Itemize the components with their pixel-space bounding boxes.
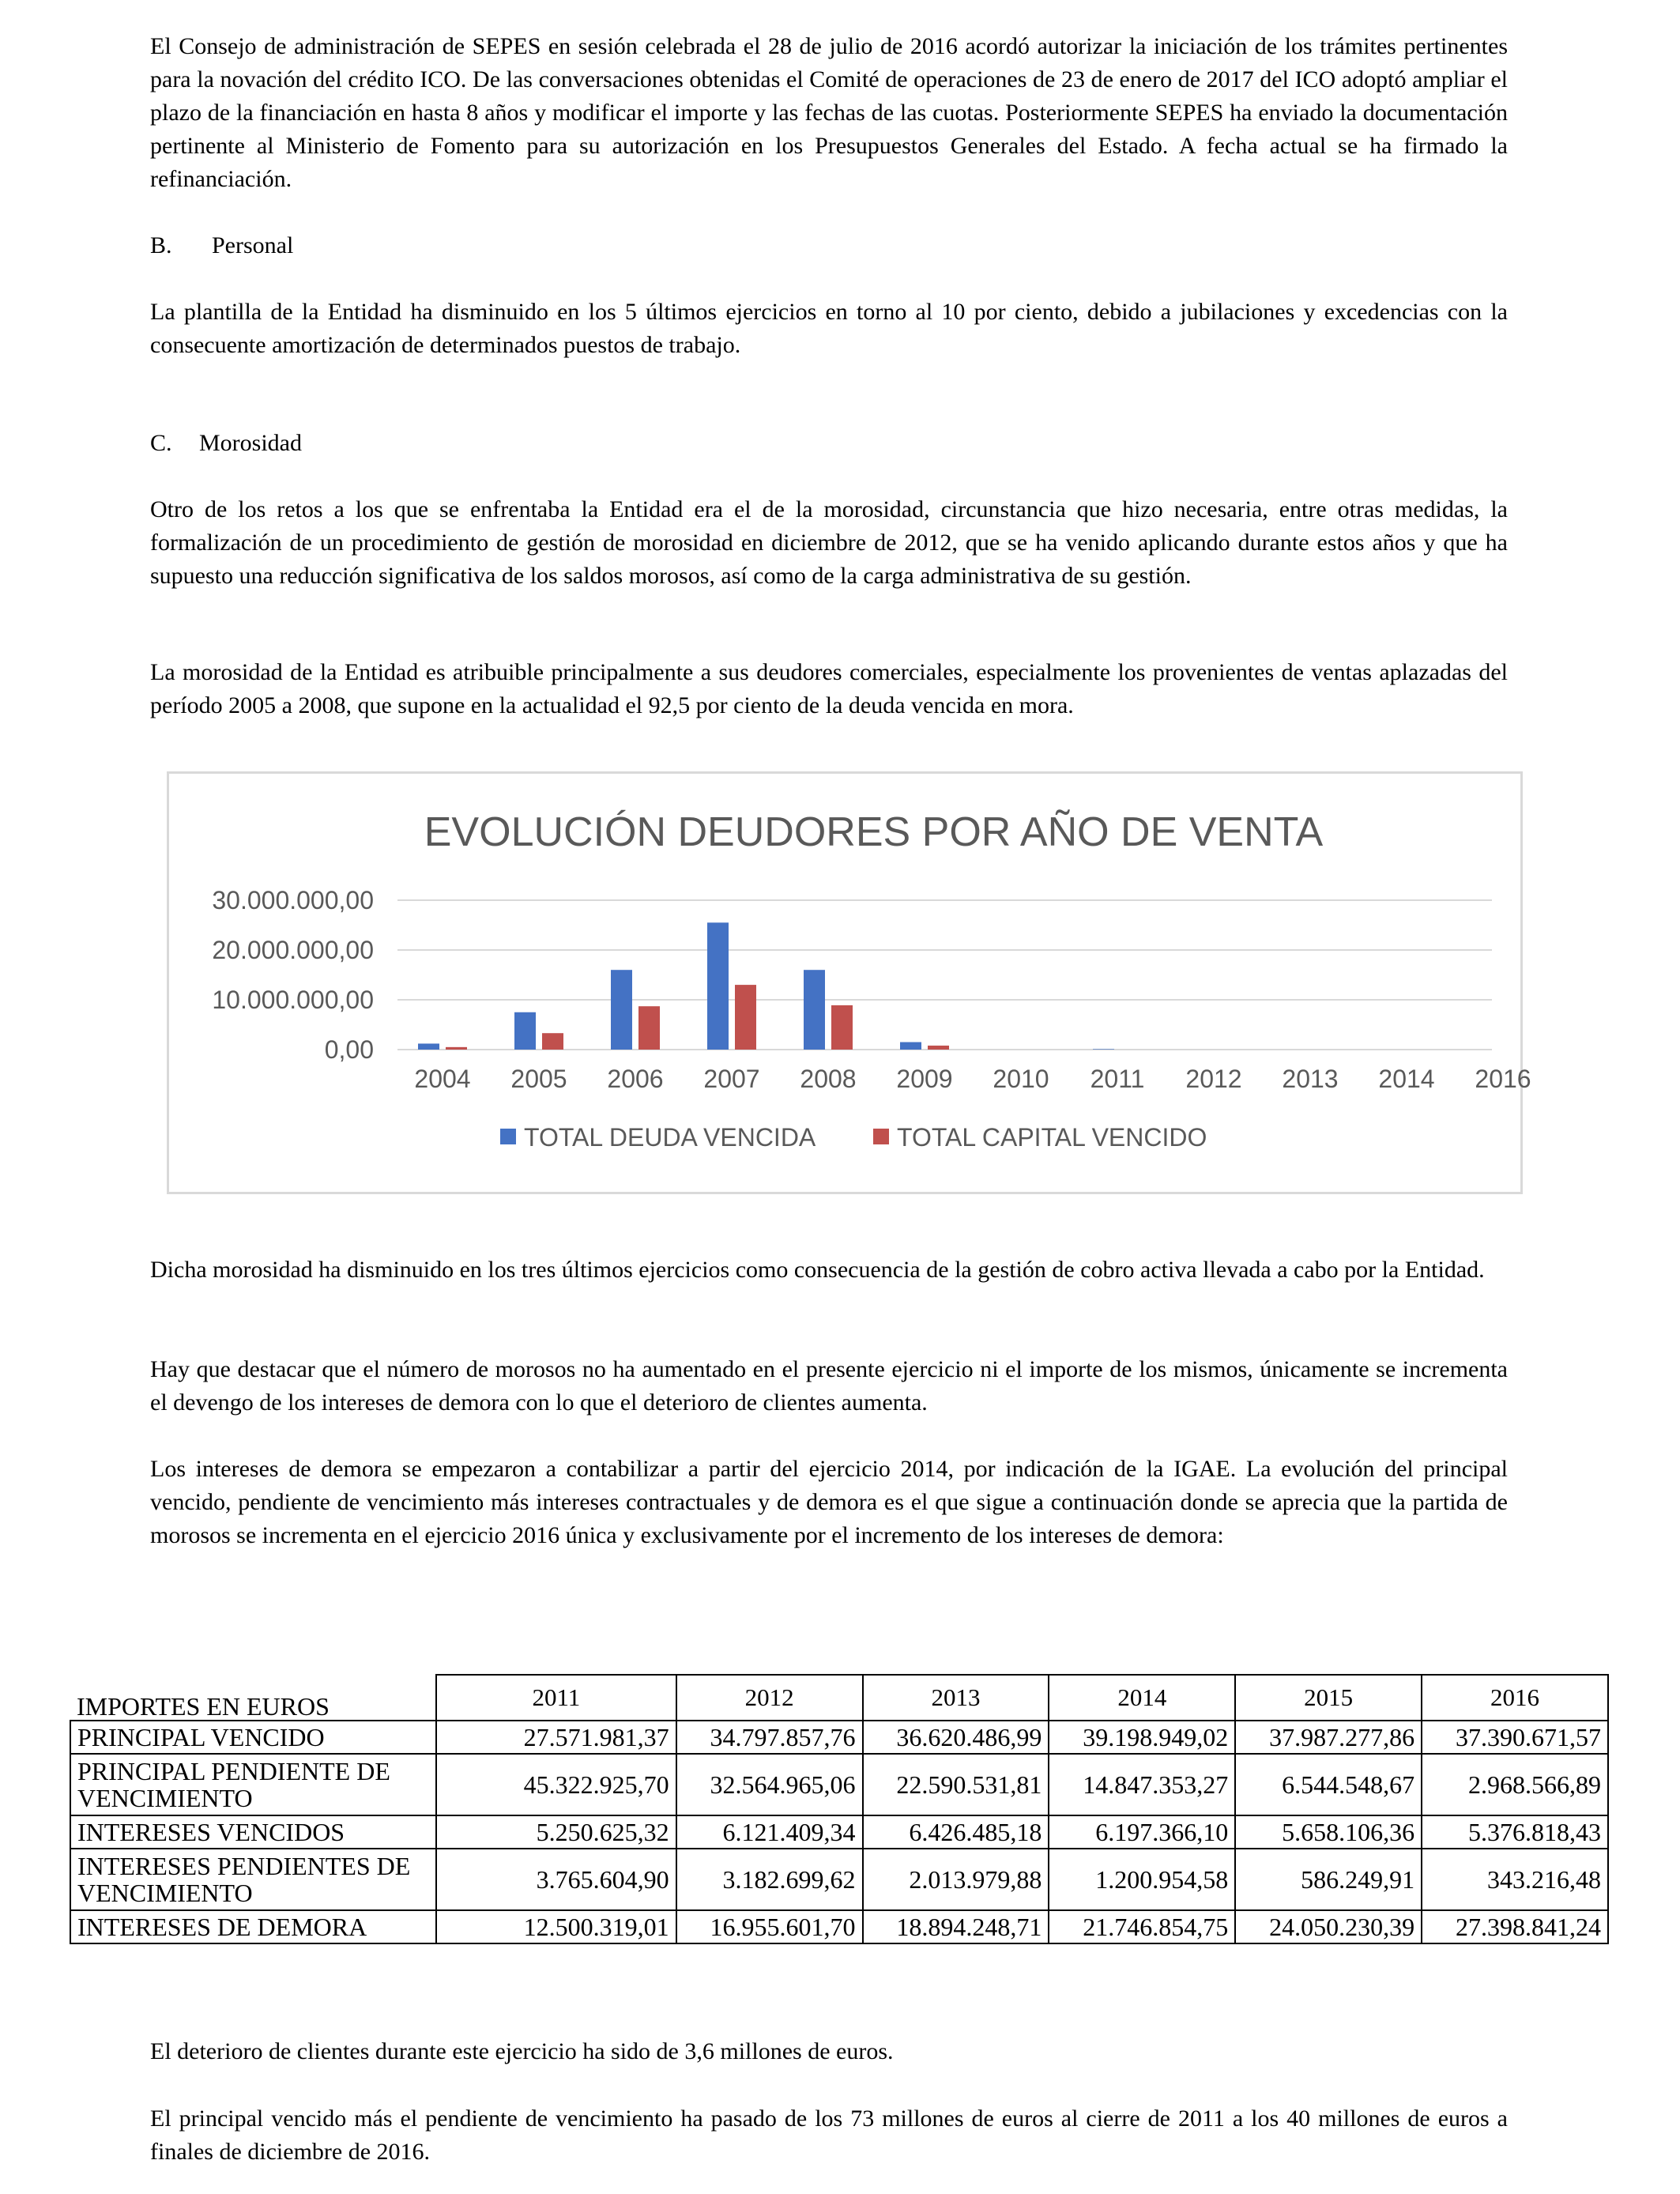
- table-cell: 36.620.486,99: [863, 1721, 1049, 1754]
- table-year-header: 2015: [1235, 1675, 1422, 1721]
- table-row-label: INTERESES DE DEMORA: [70, 1910, 436, 1943]
- chart-title: EVOLUCIÓN DEUDORES POR AÑO DE VENTA: [424, 809, 1324, 855]
- y-tick-label: 20.000.000,00: [212, 936, 374, 964]
- table-corner-label: IMPORTES EN EUROS: [77, 1692, 330, 1721]
- bar-deuda-vencida: [804, 970, 825, 1050]
- table-cell: 45.322.925,70: [436, 1754, 676, 1815]
- table-row: [70, 1754, 1608, 1815]
- x-tick-label: 2006: [607, 1065, 664, 1093]
- legend-swatch: [500, 1129, 516, 1144]
- paragraph-morosidad-origin: La morosidad de la Entidad es atribuible principalmente a sus deudores comerciales, especialmente los provenientes de ventas aplazadas del período 2005 a 2008, que supone en la actualidad el 92,5 por ciento de la deuda vencida en mora.: [150, 659, 1508, 718]
- table-cell: 39.198.949,02: [1049, 1721, 1235, 1754]
- table-header-row: [70, 1675, 1608, 1721]
- chart-container: [167, 771, 1531, 1194]
- table-cell: 6.544.548,67: [1235, 1754, 1422, 1815]
- table-row: [70, 1815, 1608, 1849]
- table-year-header: 2011: [436, 1675, 676, 1721]
- paragraph-principal-summary: El principal vencido más el pendiente de vencimiento ha pasado de los 73 millones de euros al cierre de 2011 a los 40 millones de euros a finales de diciembre de 2016.: [150, 2105, 1508, 2165]
- y-tick-label: 30.000.000,00: [212, 886, 374, 914]
- importes-table: [70, 1674, 1609, 1944]
- paragraph-deterioro: El deterioro de clientes durante este ejercicio ha sido de 3,6 millones de euros.: [150, 2038, 894, 2064]
- table-cell: 24.050.230,39: [1235, 1910, 1422, 1943]
- table-cell: 3.765.604,90: [436, 1849, 676, 1910]
- table-cell: 37.390.671,57: [1422, 1721, 1608, 1754]
- x-tick-label: 2007: [703, 1065, 760, 1093]
- bar-deuda-vencida: [418, 1043, 439, 1050]
- table-cell: 16.955.601,70: [676, 1910, 863, 1943]
- x-tick-label: 2014: [1378, 1065, 1435, 1093]
- table-cell: 586.249,91: [1235, 1849, 1422, 1910]
- bar-capital-vencido: [446, 1047, 467, 1050]
- x-tick-label: 2012: [1185, 1065, 1242, 1093]
- table-cell: 2.013.979,88: [863, 1849, 1049, 1910]
- table-cell: 32.564.965,06: [676, 1754, 863, 1815]
- table-cell: 3.182.699,62: [676, 1849, 863, 1910]
- bar-capital-vencido: [928, 1046, 949, 1050]
- paragraph-intereses-demora: Los intereses de demora se empezaron a contabilizar a partir del ejercicio 2014, por indicación de la IGAE. La evolución del principal vencido, pendiente de vencimiento más intereses contractuales y de demora es el que sigue a continuación donde se aprecia que la partida de morosos se incrementa en el ejercicio 2016 única y exclusivamente por el incremento de los intereses de demora:: [150, 1456, 1508, 1548]
- table-cell: 27.571.981,37: [436, 1721, 676, 1754]
- table-row-label: PRINCIPAL VENCIDO: [70, 1721, 436, 1754]
- heading-morosidad: [150, 427, 302, 460]
- table-cell: 14.847.353,27: [1049, 1754, 1235, 1815]
- y-tick-label: 10.000.000,00: [212, 986, 374, 1014]
- x-tick-label: 2016: [1475, 1065, 1531, 1093]
- bar-deuda-vencida: [707, 922, 729, 1050]
- heading-title: Morosidad: [199, 430, 302, 456]
- table-row: [70, 1721, 1608, 1754]
- table-cell: 21.746.854,75: [1049, 1910, 1235, 1943]
- paragraph-decrease: Dicha morosidad ha disminuido en los tres últimos ejercicios como consecuencia de la gestión de cobro activa llevada a cabo por la Entidad.: [150, 1257, 1485, 1283]
- table-row-label: INTERESES PENDIENTES DE VENCIMIENTO: [70, 1849, 436, 1910]
- table-year-header: 2016: [1422, 1675, 1608, 1721]
- bar-deuda-vencida: [611, 970, 632, 1050]
- table-cell: 2.968.566,89: [1422, 1754, 1608, 1815]
- table-cell: 1.200.954,58: [1049, 1849, 1235, 1910]
- bar-capital-vencido: [831, 1005, 853, 1050]
- x-tick-label: 2008: [800, 1065, 857, 1093]
- paragraph-morosos-count: Hay que destacar que el número de morosos no ha aumentado en el presente ejercicio ni el importe de los mismos, únicamente se incrementa el devengo de los intereses de demora con lo que el deterioro de clientes aumenta.: [150, 1356, 1508, 1416]
- legend-label: TOTAL CAPITAL VENCIDO: [897, 1123, 1207, 1152]
- table-row-label: PRINCIPAL PENDIENTE DE VENCIMIENTO: [70, 1754, 436, 1815]
- heading-title: Personal: [212, 232, 294, 258]
- bar-deuda-vencida: [900, 1042, 921, 1050]
- table-cell: 27.398.841,24: [1422, 1910, 1608, 1943]
- heading-letter: B.: [150, 232, 172, 258]
- bar-capital-vencido: [542, 1033, 563, 1050]
- x-tick-label: 2013: [1282, 1065, 1339, 1093]
- table-cell: 22.590.531,81: [863, 1754, 1049, 1815]
- bar-chart: [169, 774, 1531, 1197]
- legend-label: TOTAL DEUDA VENCIDA: [524, 1123, 816, 1152]
- bar-deuda-vencida: [1093, 1049, 1114, 1050]
- paragraph-ico-novation: El Consejo de administración de SEPES en sesión celebrada el 28 de julio de 2016 acordó autorizar la iniciación de los trámites pertinentes para la novación del crédito ICO. De las conversaciones obtenidas el Comité de operaciones de 23 de enero de 2017 del ICO adoptó ampliar el plazo de la financiación en hasta 8 años y modificar el importe y las fechas de las cuotas. Posteriormente SEPES ha enviado la documentación pertinente al Ministerio de Fomento para su autorización en los Presupuestos Generales del Estado. A fecha actual se ha firmado la refinanciación.: [150, 33, 1508, 192]
- heading-personal: [150, 229, 293, 262]
- table-cell: 343.216,48: [1422, 1849, 1608, 1910]
- bar-capital-vencido: [638, 1006, 660, 1050]
- y-tick-label: 0,00: [324, 1035, 374, 1064]
- table-cell: 6.197.366,10: [1049, 1815, 1235, 1849]
- x-tick-label: 2004: [414, 1065, 471, 1093]
- table-row: [70, 1910, 1608, 1943]
- table-row-label: INTERESES VENCIDOS: [70, 1815, 436, 1849]
- x-tick-label: 2011: [1090, 1065, 1145, 1093]
- heading-letter: C.: [150, 430, 172, 456]
- x-tick-label: 2005: [510, 1065, 567, 1093]
- legend-swatch: [873, 1129, 889, 1144]
- table-row: [70, 1849, 1608, 1910]
- x-tick-label: 2010: [993, 1065, 1049, 1093]
- table-cell: 34.797.857,76: [676, 1721, 863, 1754]
- paragraph-personal: La plantilla de la Entidad ha disminuido en los 5 últimos ejercicios en torno al 10 por ciento, debido a jubilaciones y excedencias con la consecuente amortización de determinados puestos de trabajo.: [150, 299, 1508, 358]
- table-year-header: 2014: [1049, 1675, 1235, 1721]
- table-year-header: 2013: [863, 1675, 1049, 1721]
- bar-deuda-vencida: [514, 1012, 536, 1050]
- table-cell: 6.426.485,18: [863, 1815, 1049, 1849]
- table-year-header: 2012: [676, 1675, 863, 1721]
- table-cell: 12.500.319,01: [436, 1910, 676, 1943]
- table-cell: 6.121.409,34: [676, 1815, 863, 1849]
- table-cell: 5.376.818,43: [1422, 1815, 1608, 1849]
- table-cell: 37.987.277,86: [1235, 1721, 1422, 1754]
- paragraph-morosidad-intro: Otro de los retos a los que se enfrentaba la Entidad era el de la morosidad, circunstancia que hizo necesaria, entre otras medidas, la formalización de un procedimiento de gestión de morosidad en diciembre de 2012, que se ha venido aplicando durante estos años y que ha supuesto una reducción significativa de los saldos morosos, así como de la carga administrativa de su gestión.: [150, 496, 1508, 589]
- table-cell: 5.658.106,36: [1235, 1815, 1422, 1849]
- table-cell: 18.894.248,71: [863, 1910, 1049, 1943]
- x-tick-label: 2009: [896, 1065, 953, 1093]
- table-cell: 5.250.625,32: [436, 1815, 676, 1849]
- bar-capital-vencido: [735, 985, 756, 1050]
